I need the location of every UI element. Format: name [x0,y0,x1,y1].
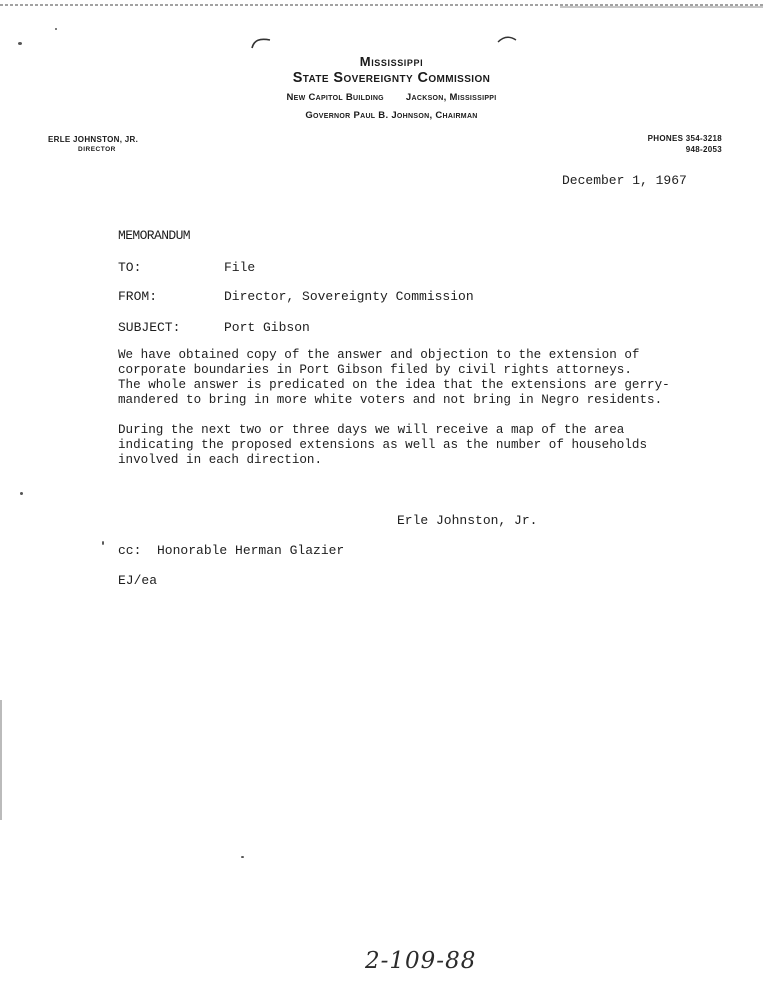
scan-speck [102,541,104,545]
subject-value: Port Gibson [224,320,310,335]
director-name: ERLE JOHNSTON, JR. [48,135,139,144]
cc-line: cc: Honorable Herman Glazier [118,543,345,558]
director-title: DIRECTOR [78,146,116,153]
to-value: File [224,260,256,275]
subject-label: SUBJECT: [118,320,181,335]
body-line: mandered to bring in more white voters and not bring in Negro residents. [118,393,663,407]
letterhead-building: New Capitol Building [286,92,384,103]
memo-date: December 1, 1967 [562,173,687,188]
body-line: involved in each direction. [118,453,323,467]
from-label: FROM: [118,289,158,304]
letterhead-state: Mississippi [359,54,424,69]
letterhead-city: Jackson, Mississippi [405,92,497,103]
handwritten-file-number: 2-109-88 [365,948,477,974]
body-line: We have obtained copy of the answer and objection to the extension of [118,348,640,362]
letterhead-agency: State Sovereignty Commission [292,70,491,86]
scan-speck [241,856,244,858]
body-line: The whole answer is predicated on the idea that the extensions are gerry- [118,378,670,392]
scan-speck [55,28,57,30]
body-paragraph-1 [118,348,670,408]
letterhead-chairman: Governor Paul B. Johnson, Chairman [305,110,478,121]
scan-mark-right [496,34,518,46]
memo-heading: MEMORANDUM [118,228,191,243]
scan-mark-left [250,36,272,50]
scan-edge-shadow [0,700,2,820]
body-line: indicating the proposed extensions as well as the number of households [118,438,648,452]
phone-line-2: 948-2053 [685,145,722,154]
scan-speck [18,42,22,45]
scan-edge-line [0,2,763,10]
body-line: During the next two or three days we will receive a map of the area [118,423,625,437]
scan-speck [20,492,23,495]
to-label: TO: [118,260,142,275]
phone-line-1: PHONES 354-3218 [647,134,722,143]
signature-block: Erle Johnston, Jr. [397,513,538,528]
from-value: Director, Sovereignty Commission [224,289,474,304]
body-paragraph-2 [118,423,647,468]
typist-initials: EJ/ea [118,573,158,588]
letterhead-address [0,92,763,103]
body-line: corporate boundaries in Port Gibson filed by civil rights attorneys. [118,363,632,377]
